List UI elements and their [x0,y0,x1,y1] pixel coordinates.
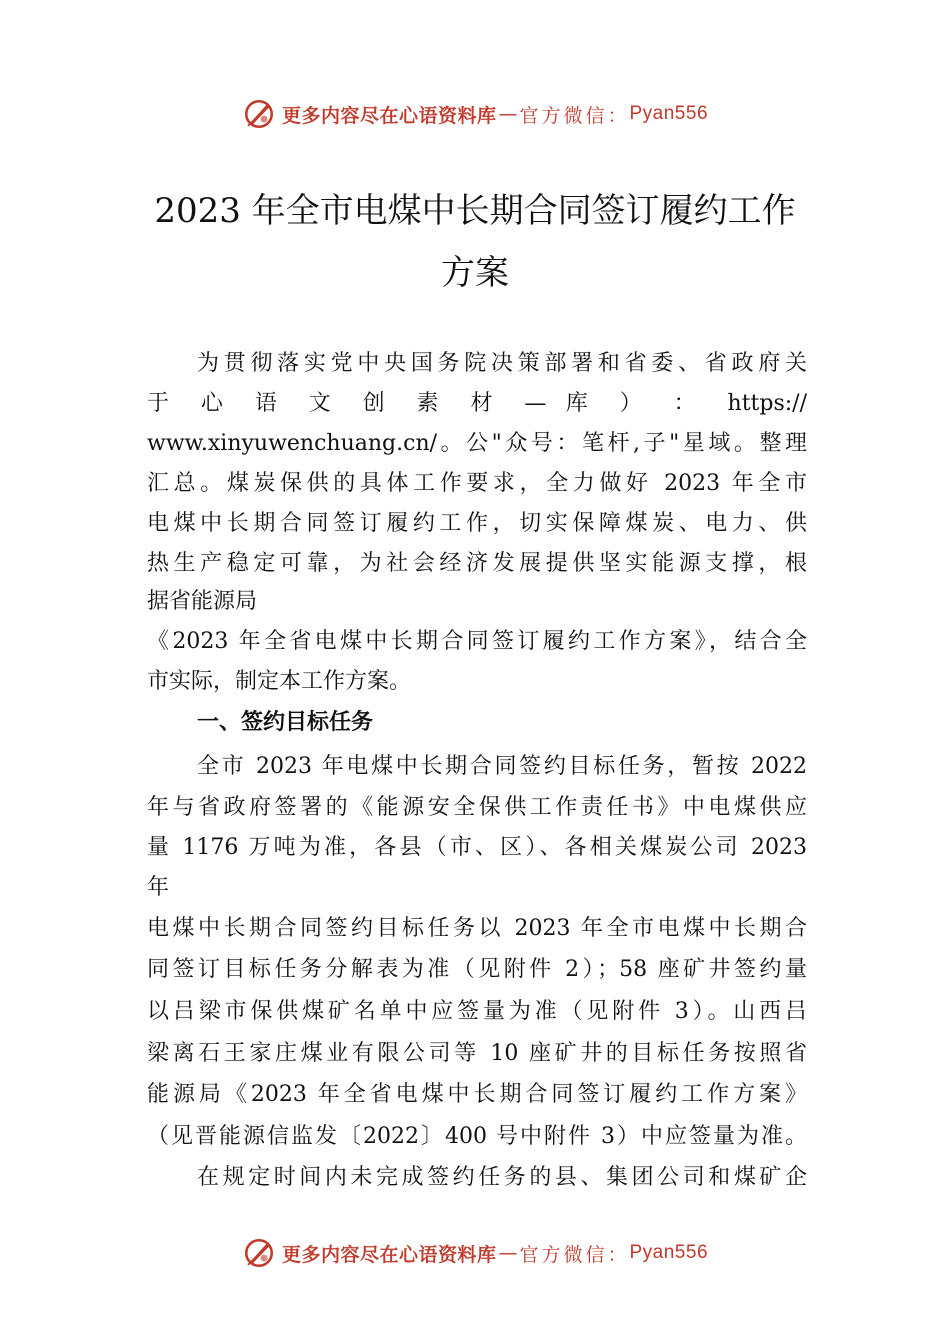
paragraph-line: 年 [147,875,170,900]
paragraph-line: 能源局《2023 年全省电煤中长期合同签订履约工作方案》 [147,1082,807,1107]
document-title-line-1: 2023 年全市电煤中长期合同签订履约工作 [154,191,796,231]
document-title-line-2: 方案 [441,253,509,293]
paragraph-line: 为贯彻落实党中央国务院决策部署和省委、省政府关 [197,351,807,376]
paragraph-line: 电煤中长期合同签约目标任务以 2023 年全市电煤中长期合 [147,916,807,941]
watermark-separator: — [498,1242,518,1264]
paragraph-line: 年与省政府签署的《能源安全保供工作责任书》中电煤供应 [147,795,807,820]
paragraph-line: 梁离石王家庄煤业有限公司等 10 座矿井的目标任务按照省 [147,1041,807,1066]
paragraph-line: 于 心 语 文 创 素 材 — 库 ） ： https:// [147,391,807,416]
footer-watermark [0,1233,950,1273]
paragraph-line: 《2023 年全省电煤中长期合同签订履约工作方案》，结合全 [147,629,807,654]
paragraph-line: 市实际，制定本工作方案。 [147,669,412,694]
watermark-brand: 更多内容尽在心语资料库 [281,1243,497,1266]
paragraph-line: 全市 2023 年电煤中长期合同签约目标任务，暂按 2022 [197,754,807,779]
paragraph-line: www.xinyuwenchuang.cn/。公"众号：笔杆,子"星域。整理 [147,431,807,456]
watermark-wechat-id: Pyan556 [629,103,709,124]
header-watermark [0,94,950,134]
watermark-label: 官方微信： [519,1243,630,1266]
quill-logo-icon [242,1236,276,1270]
paragraph-line: 汇总。煤炭保供的具体工作要求，全力做好 2023 年全市 [147,471,807,496]
paragraph-line: 热生产稳定可靠，为社会经济发展提供坚实能源支撑，根 [147,551,807,576]
paragraph-line: 量 1176 万吨为准，各县（市、区）、各相关煤炭公司 2023 [147,835,807,860]
section-heading: 一、签约目标任务 [197,710,374,735]
paragraph-line: 据省能源局 [147,589,258,614]
paragraph-line: 电煤中长期合同签订履约工作，切实保障煤炭、电力、供 [147,511,807,536]
paragraph-line: 同签订目标任务分解表为准（见附件 2）；58 座矿井签约量 [147,957,807,982]
paragraph-line: 在规定时间内未完成签约任务的县、集团公司和煤矿企 [197,1165,807,1190]
watermark-wechat-id: Pyan556 [629,1242,709,1263]
watermark-separator: — [498,103,518,125]
watermark-label: 官方微信： [519,104,630,127]
paragraph-line: （见晋能源信监发〔2022〕400 号中附件 3）中应签量为准。 [147,1124,807,1149]
paragraph-line: 以吕梁市保供煤矿名单中应签量为准（见附件 3）。山西吕 [147,999,807,1024]
watermark-brand: 更多内容尽在心语资料库 [281,104,497,127]
quill-logo-icon [242,97,276,131]
